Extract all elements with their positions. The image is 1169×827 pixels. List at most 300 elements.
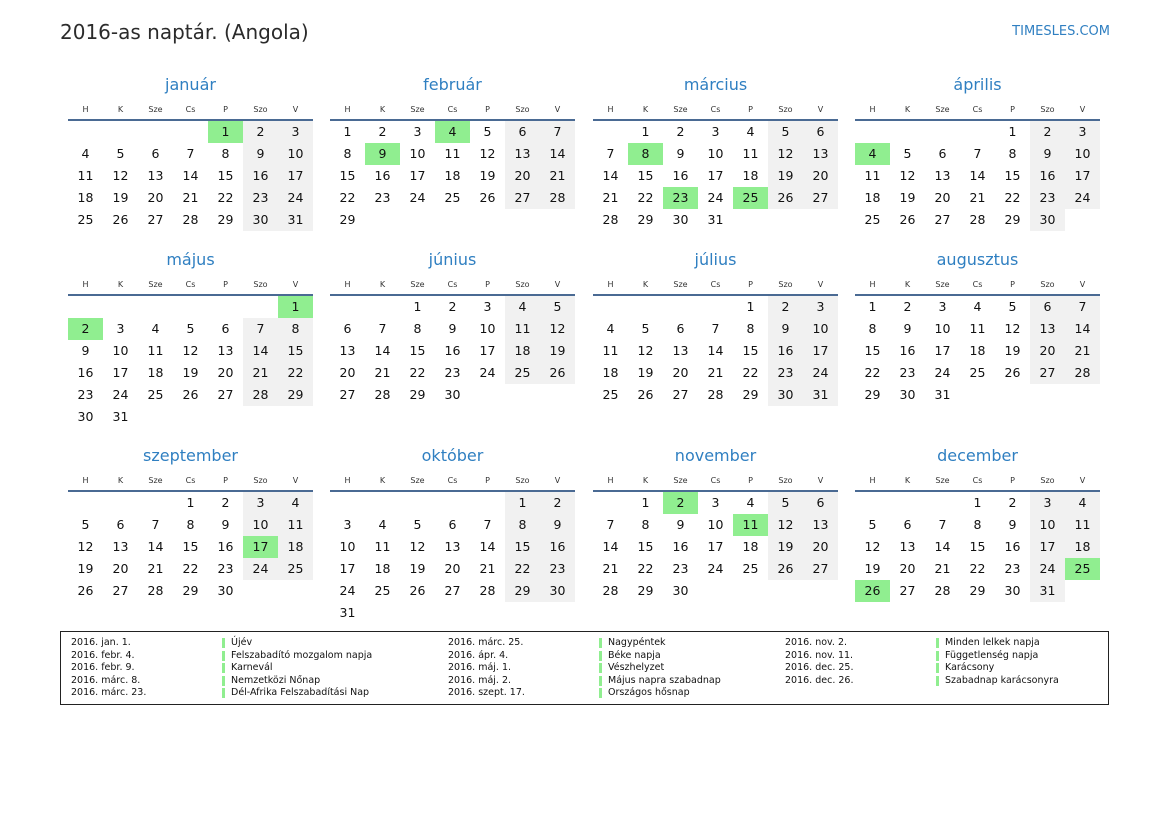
legend-date: 2016. márc. 23. <box>71 687 147 698</box>
legend-holiday-name: Újév <box>231 637 253 648</box>
day-cell: 3 <box>1043 495 1052 510</box>
day-cell: 22 <box>339 190 356 205</box>
day-cell: 25 <box>602 387 619 402</box>
day-cell: 4 <box>973 299 982 314</box>
day-cell: 21 <box>147 561 164 576</box>
day-cell: 4 <box>518 299 527 314</box>
day-cell: 2 <box>256 124 265 139</box>
day-cell: 18 <box>444 168 461 183</box>
legend-swatch <box>599 663 602 673</box>
day-cell: 5 <box>116 146 125 161</box>
day-cell: 20 <box>339 365 356 380</box>
day-cell: 14 <box>602 168 619 183</box>
weekday-label: Cs <box>710 476 721 485</box>
day-cell: 26 <box>479 190 496 205</box>
day-cell: 27 <box>147 212 164 227</box>
legend-swatch <box>599 651 602 661</box>
day-cell: 31 <box>812 387 829 402</box>
month-name: június <box>428 250 477 269</box>
day-cell: 5 <box>553 299 562 314</box>
day-cell: 6 <box>903 517 912 532</box>
day-cell: 25 <box>969 365 986 380</box>
day-cell: 3 <box>116 321 125 336</box>
day-cell: 20 <box>899 561 916 576</box>
day-cell: 22 <box>637 190 654 205</box>
day-cell: 17 <box>287 168 304 183</box>
day-cell: 21 <box>602 190 619 205</box>
day-cell: 25 <box>374 583 391 598</box>
legend-date: 2016. máj. 2. <box>448 674 512 686</box>
legend-holiday-name: Karnevál <box>231 662 273 673</box>
day-cell: 11 <box>864 168 881 183</box>
weekday-label: V <box>554 476 561 485</box>
day-cell: 28 <box>182 212 199 227</box>
day-cell: 18 <box>742 168 759 183</box>
day-cell: 11 <box>374 539 391 554</box>
day-cell: 19 <box>409 561 426 576</box>
legend-date: 2016. szept. 17. <box>448 687 525 698</box>
day-cell: 7 <box>378 321 387 336</box>
day-cell: 22 <box>969 561 986 576</box>
day-cell: 15 <box>339 168 356 183</box>
weekday-label: V <box>817 476 824 485</box>
day-cell: 12 <box>112 168 129 183</box>
weekday-label: Szo <box>1040 476 1055 485</box>
holiday-day-cell: 4 <box>435 121 470 143</box>
day-cell: 8 <box>221 146 230 161</box>
day-cell: 20 <box>672 365 689 380</box>
weekday-label: Cs <box>972 105 983 114</box>
day-cell: 15 <box>969 539 986 554</box>
weekday-label: Cs <box>185 476 196 485</box>
day-cell: 19 <box>899 190 916 205</box>
weekday-label: V <box>554 105 561 114</box>
day-cell: 8 <box>518 517 527 532</box>
day-cell: 16 <box>899 343 916 358</box>
day-cell: 11 <box>969 321 986 336</box>
holiday-day-cell: 9 <box>365 143 400 165</box>
day-cell: 20 <box>514 168 531 183</box>
day-cell: 26 <box>549 365 566 380</box>
day-cell: 12 <box>182 343 199 358</box>
legend-holiday-name: Május napra szabadnap <box>608 674 721 686</box>
day-cell: 21 <box>1074 343 1091 358</box>
weekday-label: Szo <box>253 476 268 485</box>
holiday-day-cell: 2 <box>663 492 698 514</box>
day-cell: 18 <box>77 190 94 205</box>
day-cell: 10 <box>409 146 426 161</box>
day-cell: 16 <box>444 343 461 358</box>
weekday-label: Sze <box>148 476 163 485</box>
weekday-label: P <box>223 280 228 289</box>
month-name: január <box>165 75 216 94</box>
day-cell: 22 <box>514 561 531 576</box>
day-cell: 26 <box>899 212 916 227</box>
day-cell: 7 <box>606 146 615 161</box>
day-cell: 13 <box>672 343 689 358</box>
day-cell: 12 <box>409 539 426 554</box>
day-cell: 13 <box>812 517 829 532</box>
legend-swatch <box>936 676 939 686</box>
day-cell: 28 <box>969 212 986 227</box>
day-cell: 29 <box>287 387 304 402</box>
legend-holiday-name: Béke napja <box>608 649 661 661</box>
month-name: október <box>421 446 484 465</box>
day-cell: 22 <box>1004 190 1021 205</box>
day-cell: 24 <box>409 190 426 205</box>
day-cell: 6 <box>221 321 230 336</box>
holiday-day-cell: 25 <box>733 187 768 209</box>
weekday-label: K <box>904 280 911 289</box>
day-cell: 9 <box>676 517 685 532</box>
legend-swatch <box>599 638 602 648</box>
weekday-label: P <box>748 105 753 114</box>
day-cell: 4 <box>378 517 387 532</box>
weekday-label: K <box>117 476 124 485</box>
day-cell: 14 <box>549 146 566 161</box>
day-cell: 13 <box>812 146 829 161</box>
day-cell: 5 <box>641 321 650 336</box>
legend-swatch <box>222 688 225 698</box>
weekday-label: H <box>869 476 876 485</box>
day-cell: 10 <box>707 517 724 532</box>
day-cell: 17 <box>1074 168 1091 183</box>
weekday-label: Szo <box>778 105 793 114</box>
day-cell: 13 <box>339 343 356 358</box>
day-cell: 22 <box>742 365 759 380</box>
day-cell: 8 <box>1008 146 1017 161</box>
day-cell: 12 <box>864 539 881 554</box>
day-cell: 13 <box>112 539 129 554</box>
legend-holiday-name: Nemzetközi Nőnap <box>231 674 321 686</box>
weekday-label: V <box>1079 476 1086 485</box>
day-cell: 2 <box>903 299 912 314</box>
day-cell: 21 <box>374 365 391 380</box>
holiday-day-cell: 26 <box>855 580 890 602</box>
day-cell: 1 <box>641 124 650 139</box>
day-cell: 21 <box>602 561 619 576</box>
header-rule <box>68 294 313 296</box>
day-cell: 26 <box>409 583 426 598</box>
day-cell: 1 <box>973 495 982 510</box>
weekday-label: P <box>485 280 490 289</box>
day-cell: 9 <box>221 517 230 532</box>
day-cell: 4 <box>1078 495 1087 510</box>
day-cell: 24 <box>339 583 356 598</box>
day-cell: 18 <box>1074 539 1091 554</box>
weekday-label: P <box>485 476 490 485</box>
day-cell: 14 <box>374 343 391 358</box>
day-cell: 1 <box>413 299 422 314</box>
weekday-label: Sze <box>148 280 163 289</box>
day-cell: 27 <box>514 190 531 205</box>
day-cell: 29 <box>409 387 426 402</box>
day-cell: 24 <box>812 365 829 380</box>
day-cell: 17 <box>812 343 829 358</box>
day-cell: 21 <box>969 190 986 205</box>
legend-holiday-name: Függetlenség napja <box>945 649 1039 661</box>
month-name: július <box>694 250 737 269</box>
day-cell: 23 <box>672 561 689 576</box>
weekday-label: Szo <box>778 280 793 289</box>
legend-swatch <box>222 663 225 673</box>
day-cell: 3 <box>816 299 825 314</box>
day-cell: 15 <box>217 168 234 183</box>
month-name: április <box>953 75 1002 94</box>
weekday-label: H <box>344 105 351 114</box>
weekday-label: V <box>817 280 824 289</box>
day-cell: 27 <box>112 583 129 598</box>
day-cell: 15 <box>742 343 759 358</box>
legend-holiday-name: Országos hősnap <box>608 687 690 698</box>
day-cell: 27 <box>812 190 829 205</box>
day-cell: 2 <box>221 495 230 510</box>
day-cell: 5 <box>81 517 90 532</box>
weekday-label: Cs <box>972 280 983 289</box>
weekday-label: Sze <box>410 105 425 114</box>
day-cell: 14 <box>479 539 496 554</box>
day-cell: 3 <box>711 124 720 139</box>
day-cell: 3 <box>711 495 720 510</box>
weekday-label: K <box>904 476 911 485</box>
month-name: augusztus <box>936 250 1019 269</box>
weekday-label: Sze <box>673 105 688 114</box>
day-cell: 1 <box>1008 124 1017 139</box>
day-cell: 1 <box>641 495 650 510</box>
day-cell: 22 <box>217 190 234 205</box>
day-cell: 30 <box>1004 583 1021 598</box>
weekday-label: Cs <box>185 280 196 289</box>
day-cell: 10 <box>1039 517 1056 532</box>
day-cell: 20 <box>812 539 829 554</box>
weekday-label: Szo <box>253 105 268 114</box>
day-cell: 17 <box>707 539 724 554</box>
day-cell: 9 <box>81 343 90 358</box>
day-cell: 15 <box>637 539 654 554</box>
day-cell: 17 <box>112 365 129 380</box>
legend-date: 2016. ápr. 4. <box>448 649 509 661</box>
day-cell: 10 <box>479 321 496 336</box>
weekday-label: P <box>1010 280 1015 289</box>
day-cell: 8 <box>291 321 300 336</box>
weekday-label: V <box>292 280 299 289</box>
day-cell: 18 <box>864 190 881 205</box>
weekday-label: P <box>223 476 228 485</box>
day-cell: 14 <box>1074 321 1091 336</box>
day-cell: 9 <box>448 321 457 336</box>
weekday-label: V <box>817 105 824 114</box>
day-cell: 4 <box>151 321 160 336</box>
holiday-legend <box>60 631 1109 705</box>
day-cell: 1 <box>343 124 352 139</box>
legend-date: 2016. dec. 26. <box>785 674 854 686</box>
weekday-label: Szo <box>515 105 530 114</box>
day-cell: 8 <box>186 517 195 532</box>
day-cell: 10 <box>287 146 304 161</box>
day-cell: 31 <box>339 605 356 620</box>
legend-date: 2016. febr. 4. <box>71 649 135 661</box>
site-link[interactable]: TIMESLES.COM <box>1012 24 1110 39</box>
day-cell: 23 <box>217 561 234 576</box>
day-cell: 30 <box>899 387 916 402</box>
day-cell: 24 <box>1039 561 1056 576</box>
day-cell: 22 <box>287 365 304 380</box>
day-cell: 2 <box>378 124 387 139</box>
day-cell: 30 <box>252 212 269 227</box>
day-cell: 19 <box>549 343 566 358</box>
day-cell: 25 <box>514 365 531 380</box>
day-cell: 8 <box>868 321 877 336</box>
day-cell: 9 <box>903 321 912 336</box>
day-cell: 2 <box>781 299 790 314</box>
day-cell: 26 <box>77 583 94 598</box>
day-cell: 7 <box>606 517 615 532</box>
day-cell: 5 <box>903 146 912 161</box>
holiday-day-cell: 25 <box>1065 558 1100 580</box>
day-cell: 6 <box>1043 299 1052 314</box>
day-cell: 27 <box>1039 365 1056 380</box>
day-cell: 5 <box>781 495 790 510</box>
day-cell: 25 <box>864 212 881 227</box>
day-cell: 6 <box>518 124 527 139</box>
day-cell: 15 <box>864 343 881 358</box>
legend-swatch <box>222 651 225 661</box>
holiday-day-cell: 8 <box>628 143 663 165</box>
weekday-label: Szo <box>1040 280 1055 289</box>
day-cell: 20 <box>812 168 829 183</box>
weekday-label: H <box>869 280 876 289</box>
weekday-label: Szo <box>515 280 530 289</box>
weekday-label: H <box>82 280 89 289</box>
day-cell: 27 <box>339 387 356 402</box>
day-cell: 6 <box>816 495 825 510</box>
day-cell: 20 <box>934 190 951 205</box>
day-cell: 15 <box>287 343 304 358</box>
day-cell: 27 <box>672 387 689 402</box>
weekday-label: K <box>379 280 386 289</box>
weekday-label: P <box>748 476 753 485</box>
month-name: március <box>683 75 748 94</box>
day-cell: 9 <box>1043 146 1052 161</box>
weekday-label: Sze <box>673 476 688 485</box>
day-cell: 31 <box>112 409 129 424</box>
day-cell: 21 <box>252 365 269 380</box>
day-cell: 6 <box>816 124 825 139</box>
day-cell: 18 <box>287 539 304 554</box>
day-cell: 19 <box>777 539 794 554</box>
day-cell: 26 <box>637 387 654 402</box>
day-cell: 14 <box>147 539 164 554</box>
month-name: szeptember <box>142 446 238 465</box>
day-cell: 21 <box>479 561 496 576</box>
day-cell: 1 <box>746 299 755 314</box>
weekday-label: P <box>1010 476 1015 485</box>
legend-date: 2016. márc. 25. <box>448 637 524 648</box>
day-cell: 7 <box>186 146 195 161</box>
weekday-label: K <box>379 476 386 485</box>
day-cell: 23 <box>444 365 461 380</box>
day-cell: 12 <box>1004 321 1021 336</box>
day-cell: 22 <box>409 365 426 380</box>
legend-date: 2016. márc. 8. <box>71 674 141 686</box>
day-cell: 1 <box>518 495 527 510</box>
day-cell: 23 <box>374 190 391 205</box>
weekday-label: K <box>642 280 649 289</box>
day-cell: 16 <box>549 539 566 554</box>
day-cell: 7 <box>938 517 947 532</box>
day-cell: 3 <box>343 517 352 532</box>
day-cell: 29 <box>969 583 986 598</box>
weekday-label: Sze <box>410 280 425 289</box>
day-cell: 29 <box>217 212 234 227</box>
legend-date: 2016. nov. 2. <box>785 637 848 648</box>
weekday-label: Cs <box>447 280 458 289</box>
day-cell: 10 <box>1074 146 1091 161</box>
day-cell: 2 <box>448 299 457 314</box>
day-cell: 3 <box>938 299 947 314</box>
day-cell: 10 <box>252 517 269 532</box>
day-cell: 13 <box>444 539 461 554</box>
day-cell: 6 <box>448 517 457 532</box>
weekday-label: H <box>607 476 614 485</box>
day-cell: 19 <box>864 561 881 576</box>
day-cell: 14 <box>969 168 986 183</box>
legend-holiday-name: Karácsony <box>945 662 995 673</box>
day-cell: 6 <box>676 321 685 336</box>
month-name: december <box>937 446 1018 465</box>
day-cell: 24 <box>707 561 724 576</box>
day-cell: 12 <box>899 168 916 183</box>
day-cell: 16 <box>672 539 689 554</box>
legend-holiday-name: Szabadnap karácsonyra <box>945 674 1059 686</box>
weekday-label: Cs <box>185 105 196 114</box>
weekday-label: Szo <box>515 476 530 485</box>
day-cell: 24 <box>934 365 951 380</box>
weekday-label: Sze <box>935 280 950 289</box>
day-cell: 21 <box>707 365 724 380</box>
day-cell: 29 <box>339 212 356 227</box>
day-cell: 11 <box>602 343 619 358</box>
weekday-label: Szo <box>778 476 793 485</box>
legend-holiday-name: Nagypéntek <box>608 637 666 648</box>
day-cell: 28 <box>602 583 619 598</box>
day-cell: 16 <box>1004 539 1021 554</box>
day-cell: 15 <box>1004 168 1021 183</box>
weekday-label: K <box>117 105 124 114</box>
day-cell: 13 <box>899 539 916 554</box>
day-cell: 23 <box>899 365 916 380</box>
weekday-label: H <box>869 105 876 114</box>
day-cell: 12 <box>777 146 794 161</box>
day-cell: 17 <box>707 168 724 183</box>
legend-swatch <box>222 638 225 648</box>
day-cell: 25 <box>444 190 461 205</box>
day-cell: 26 <box>777 190 794 205</box>
day-cell: 5 <box>186 321 195 336</box>
day-cell: 15 <box>514 539 531 554</box>
day-cell: 29 <box>637 212 654 227</box>
day-cell: 29 <box>637 583 654 598</box>
day-cell: 28 <box>602 212 619 227</box>
day-cell: 21 <box>934 561 951 576</box>
day-cell: 11 <box>444 146 461 161</box>
weekday-label: V <box>1079 280 1086 289</box>
day-cell: 28 <box>374 387 391 402</box>
day-cell: 5 <box>413 517 422 532</box>
day-cell: 30 <box>672 583 689 598</box>
day-cell: 6 <box>151 146 160 161</box>
day-cell: 20 <box>112 561 129 576</box>
